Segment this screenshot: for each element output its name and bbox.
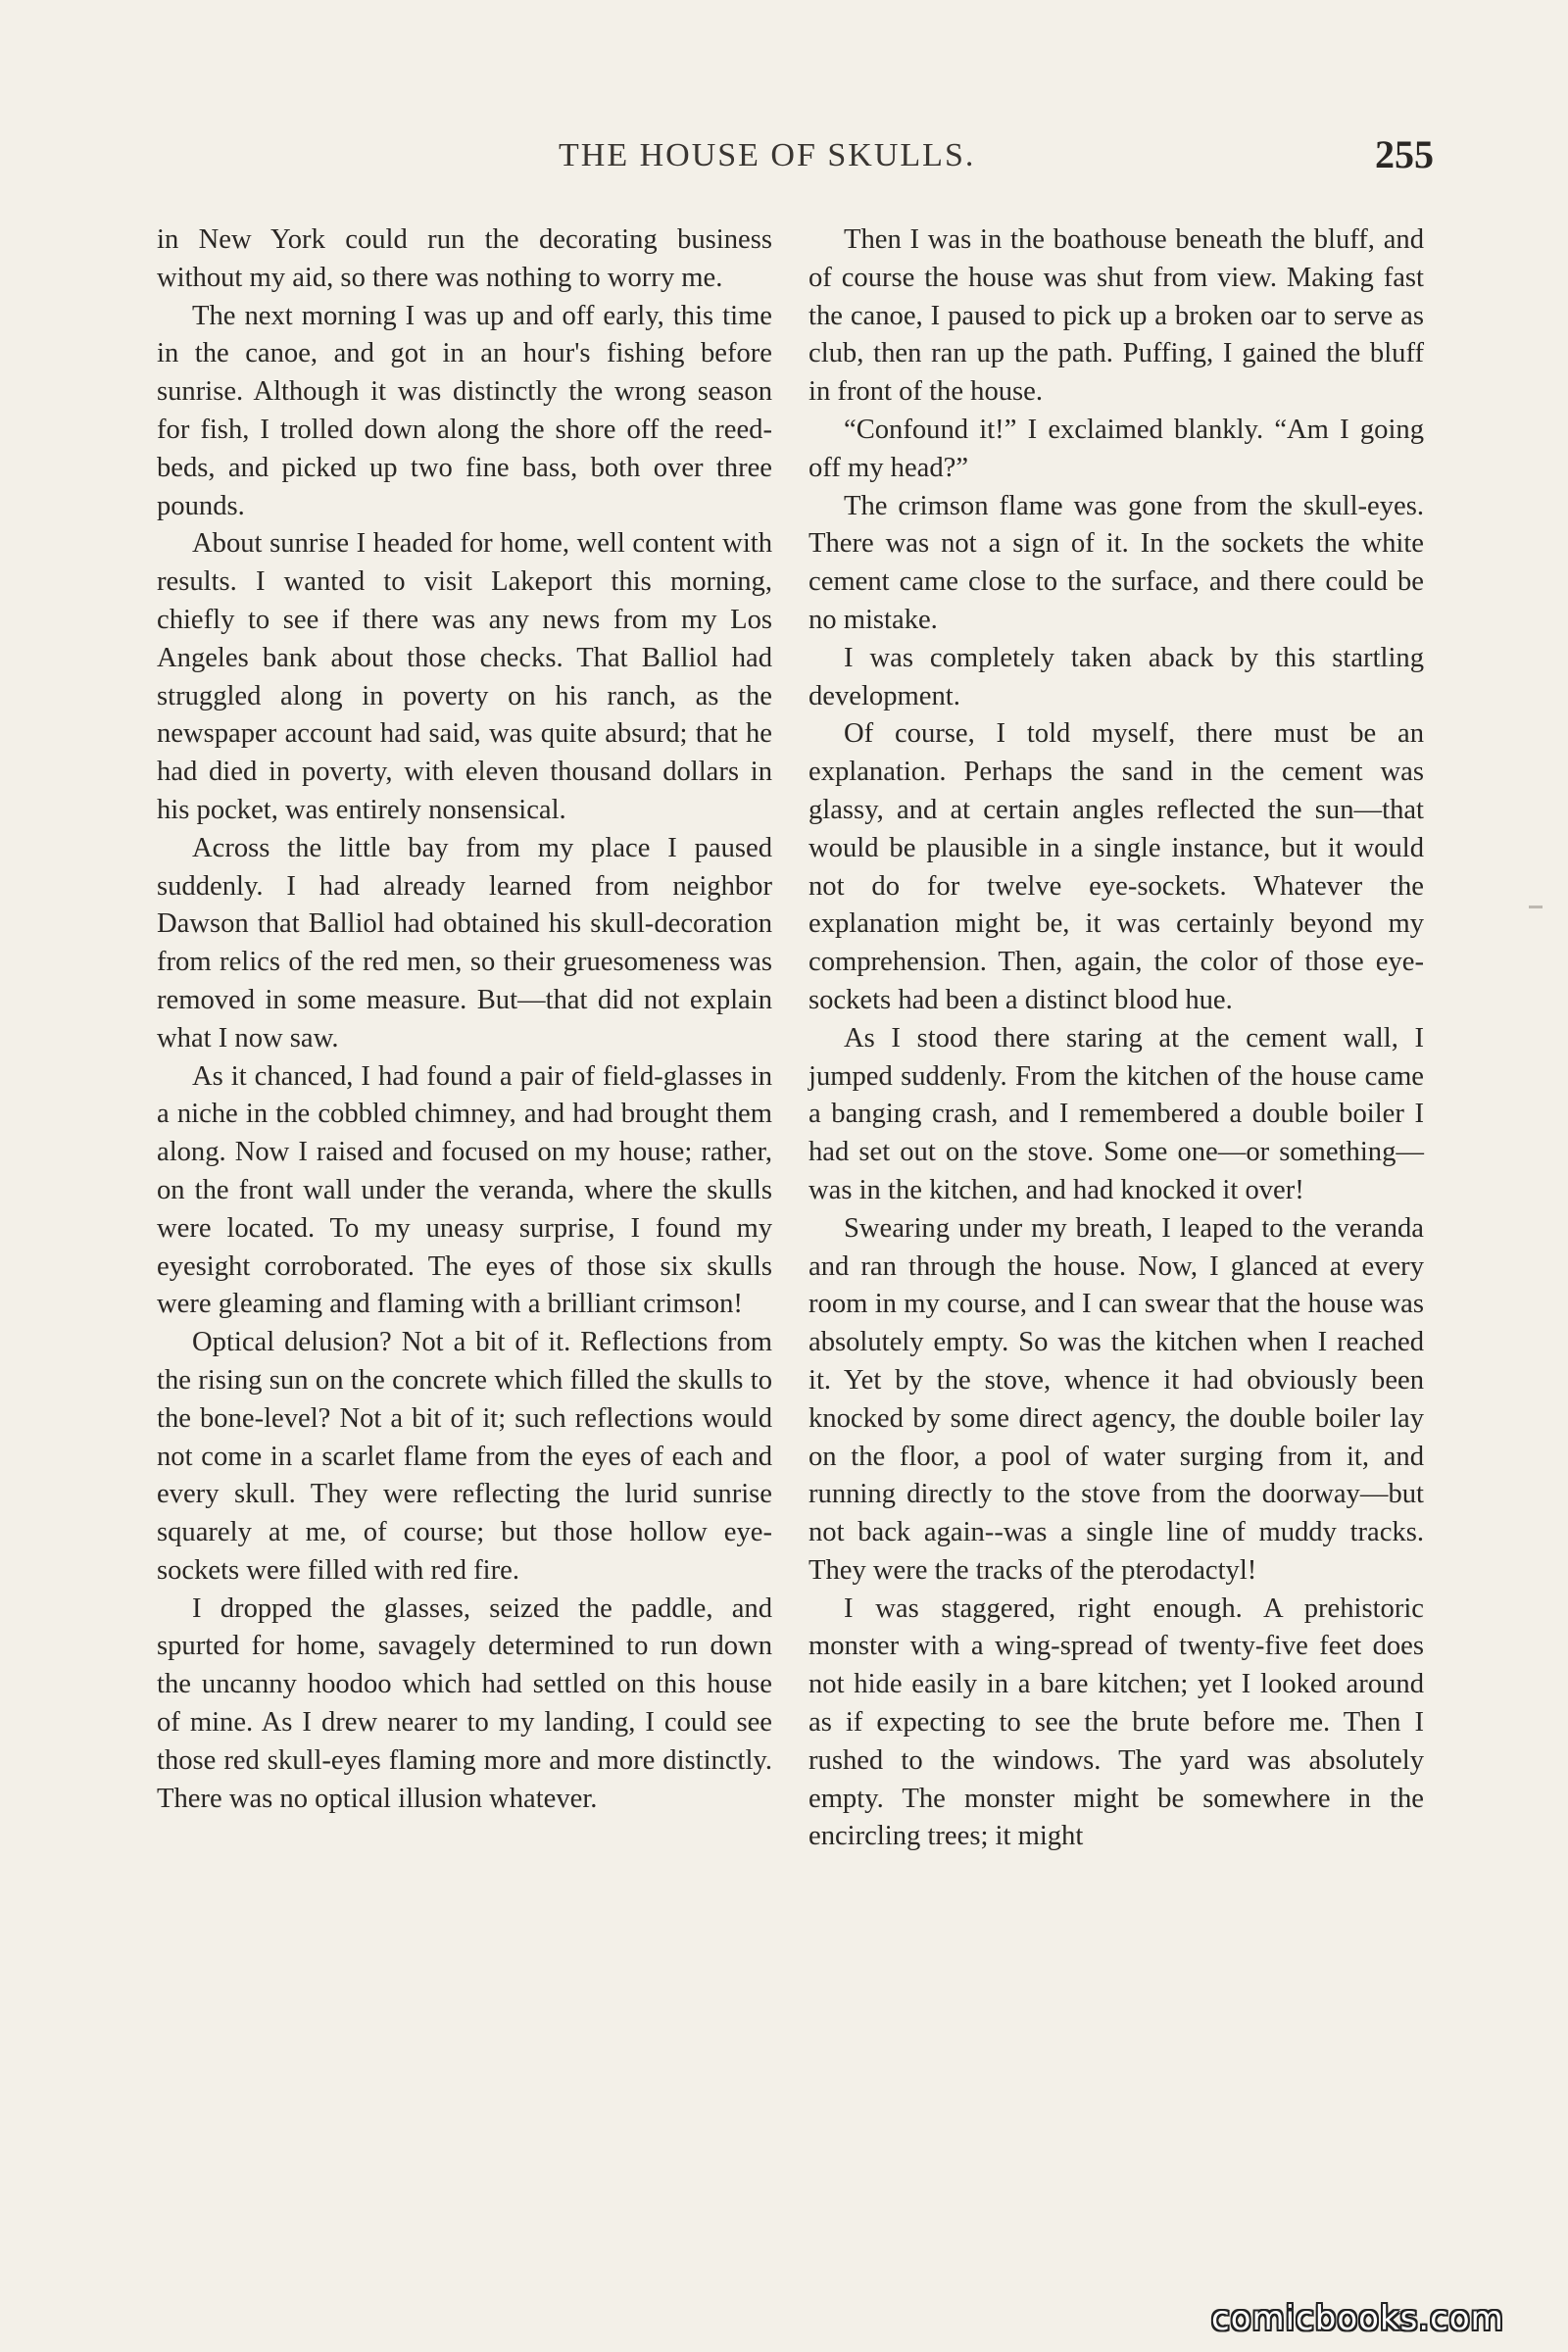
paragraph: The next morning I was up and off early, this time in the canoe, and got in an hour's fishing before sunrise. Although it was distinctly the wrong season for fish, I trolled down along the shore off the reed-beds, and picked up two fine bass, both over three pounds. <box>157 300 772 521</box>
watermark: comicbooks.com <box>1211 2299 1504 2338</box>
paragraph: Then I was in the boathouse beneath the bluff, and of course the house was shut from view. Making fast the canoe, I paused to pick up a broken oar to serve as club, then ran up the path. Puffing, I gained the bluff in front of the house. <box>808 224 1424 408</box>
right-column <box>808 221 1424 1856</box>
paragraph: in New York could run the decorating business without my aid, so there was nothing to worry me. <box>157 224 772 293</box>
paragraph: I dropped the glasses, seized the paddle, and spurted for home, savagely determined to run down the uncanny hoodoo which had settled on this house of mine. As I drew nearer to my landing, I could see those red skull-eyes flaming more and more distinctly. There was no optical illusion whatever. <box>157 1592 772 1814</box>
paragraph: I was completely taken aback by this startling development. <box>808 642 1424 711</box>
paragraph: “Confound it!” I exclaimed blankly. “Am I going off my head?” <box>808 414 1424 483</box>
paragraph: As it chanced, I had found a pair of field-glasses in a niche in the cobbled chimney, and had brought them along. Now I raised and focused on my house; rather, on the front wall under the veranda, where the skulls were located. To my uneasy surprise, I found my eyesight corroborated. The eyes of those six skulls were gleaming and flaming with a brilliant crimson! <box>157 1060 772 1320</box>
paragraph: About sunrise I headed for home, well content with results. I wanted to visit Lakeport this morning, chiefly to see if there was any news from my Los Angeles bank about those checks. That Balliol had struggled along in poverty on his ranch, as the newspaper account had said, was quite absurd; that he had died in poverty, with eleven thousand dollars in his pocket, was entirely nonsensical. <box>157 528 772 825</box>
paragraph: Across the little bay from my place I paused suddenly. I had already learned from neighbor Dawson that Balliol had obtained his skull-decoration from relics of the red men, so their gruesomeness was removed in some measure. But—that did not explain what I now saw. <box>157 832 772 1054</box>
left-column <box>157 221 772 1818</box>
paragraph: I was staggered, right enough. A prehistoric monster with a wing-spread of twenty-five feet does not hide easily in a bare kitchen; yet I looked around as if expecting to see the brute before me. Then I rushed to the windows. The yard was absolutely empty. The monster might be somewhere in the encircling trees; it might <box>808 1592 1424 1852</box>
page-header <box>157 132 1434 196</box>
page-number: 255 <box>1375 132 1434 176</box>
print-speck <box>1529 906 1543 908</box>
running-title: THE HOUSE OF SKULLS. <box>559 137 976 173</box>
paragraph: Of course, I told myself, there must be an explanation. Perhaps the sand in the cement was glassy, and at certain angles reflected the sun—that would be plausible in a single instance, but it would not do for twelve eye-sockets. Whatever the explanation might be, it was certainly beyond my comprehension. Then, again, the color of those eye-sockets had been a distinct blood hue. <box>808 718 1424 1015</box>
paragraph: As I stood there staring at the cement wall, I jumped suddenly. From the kitchen of the house came a banging crash, and I remembered a double boiler I had set out on the stove. Some one—or something—was in the kitchen, and had knocked it over! <box>808 1022 1424 1205</box>
paragraph: Optical delusion? Not a bit of it. Reflections from the rising sun on the concrete which filled the skulls to the bone-level? Not a bit of it; such reflections would not come in a scarlet flame from the eyes of each and every skull. They were reflecting the lurid sunrise squarely at me, of course; but those hollow eye-sockets were filled with red fire. <box>157 1327 772 1586</box>
paragraph: Swearing under my breath, I leaped to the veranda and ran through the house. Now, I glanced at every room in my course, and I can swear that the house was absolutely empty. So was the kitchen when I reached it. Yet by the stove, whence it had obviously been knocked by some direct agency, the double boiler lay on the floor, a pool of water surging from it, and running directly to the stove from the doorway—but not back again--was a single line of muddy tracks. They were the tracks of the pterodactyl! <box>808 1212 1424 1586</box>
paragraph: The crimson flame was gone from the skull-eyes. There was not a sign of it. In the sockets the white cement came close to the surface, and there could be no mistake. <box>808 490 1424 635</box>
